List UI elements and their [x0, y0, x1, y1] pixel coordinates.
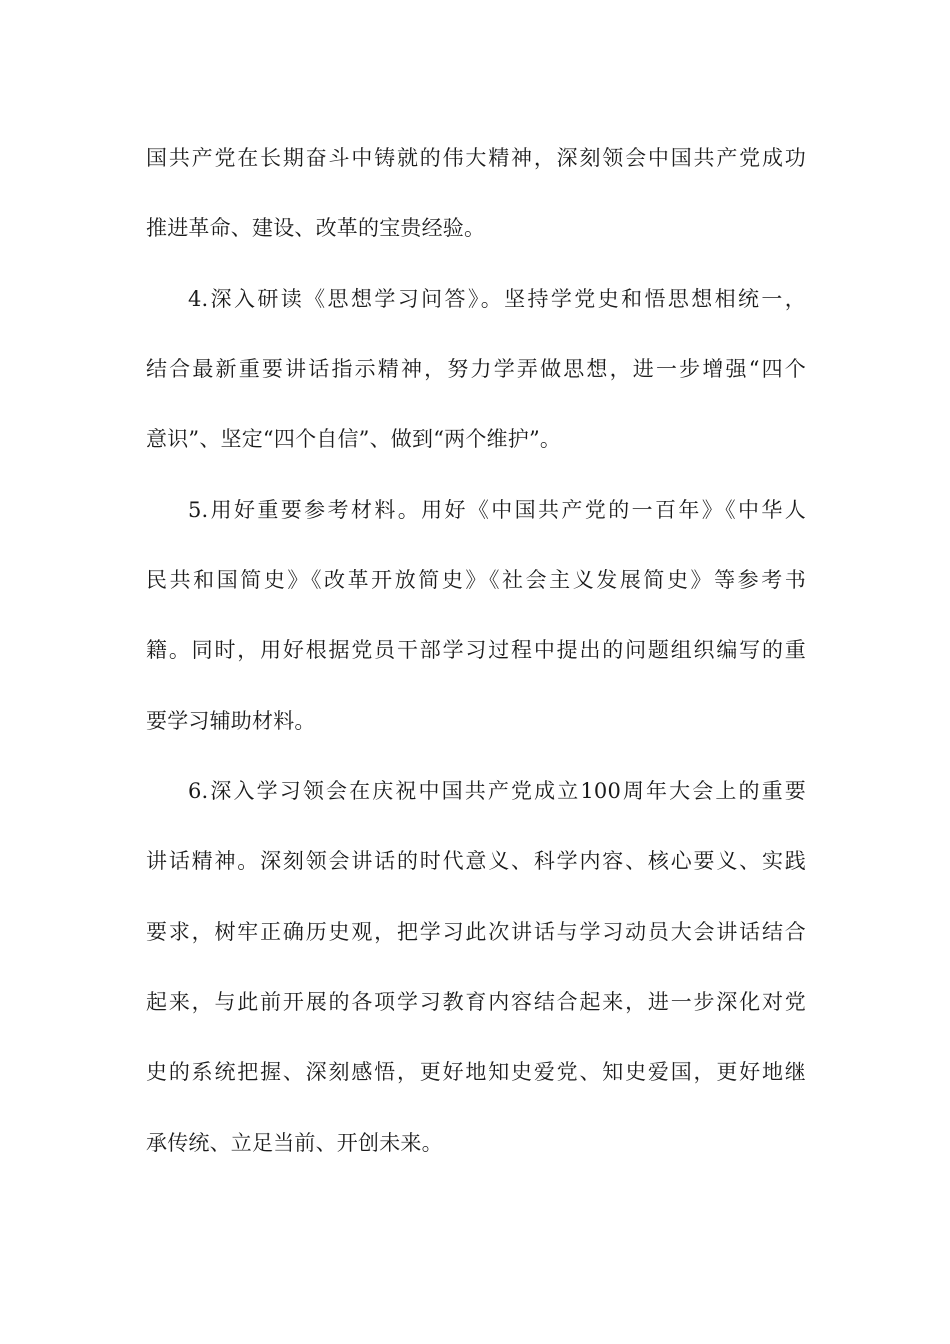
paragraph-6-first-line: 6.深入学习领会在庆祝中国共产党成立100周年大会上的重要 — [188, 779, 806, 803]
text-line: 民共和国简史》《改革开放简史》《社会主义发展简史》等参考书 — [146, 568, 806, 592]
text-line: 推进革命、建设、改革的宝贵经验。 — [146, 216, 486, 240]
text-line: 史的系统把握、深刻感悟，更好地知史爱党、知史爱国，更好地继 — [146, 1060, 806, 1084]
text-line: 要学习辅助材料。 — [146, 709, 316, 733]
text-line: 起来，与此前开展的各项学习教育内容结合起来，进一步深化对党 — [146, 990, 806, 1014]
text-line: 讲话精神。深刻领会讲话的时代意义、科学内容、核心要义、实践 — [146, 849, 806, 873]
text-line: 国共产党在长期奋斗中铸就的伟大精神，深刻领会中国共产党成功 — [146, 146, 806, 170]
paragraph-5-first-line: 5.用好重要参考材料。用好《中国共产党的一百年》《中华人 — [188, 498, 806, 522]
text-line: 籍。同时，用好根据党员干部学习过程中提出的问题组织编写的重 — [146, 638, 806, 662]
paragraph-4-first-line: 4.深入研读《思想学习问答》。坚持学党史和悟思想相统一， — [188, 287, 806, 311]
text-line: 承传统、立足当前、开创未来。 — [146, 1131, 443, 1155]
text-line: 要求，树牢正确历史观，把学习此次讲话与学习动员大会讲话结合 — [146, 920, 806, 944]
text-line: 结合最新重要讲话指示精神，努力学弄做思想，进一步增强“四个 — [146, 357, 806, 381]
text-line: 意识”、坚定“四个自信”、做到“两个维护”。 — [146, 427, 562, 451]
